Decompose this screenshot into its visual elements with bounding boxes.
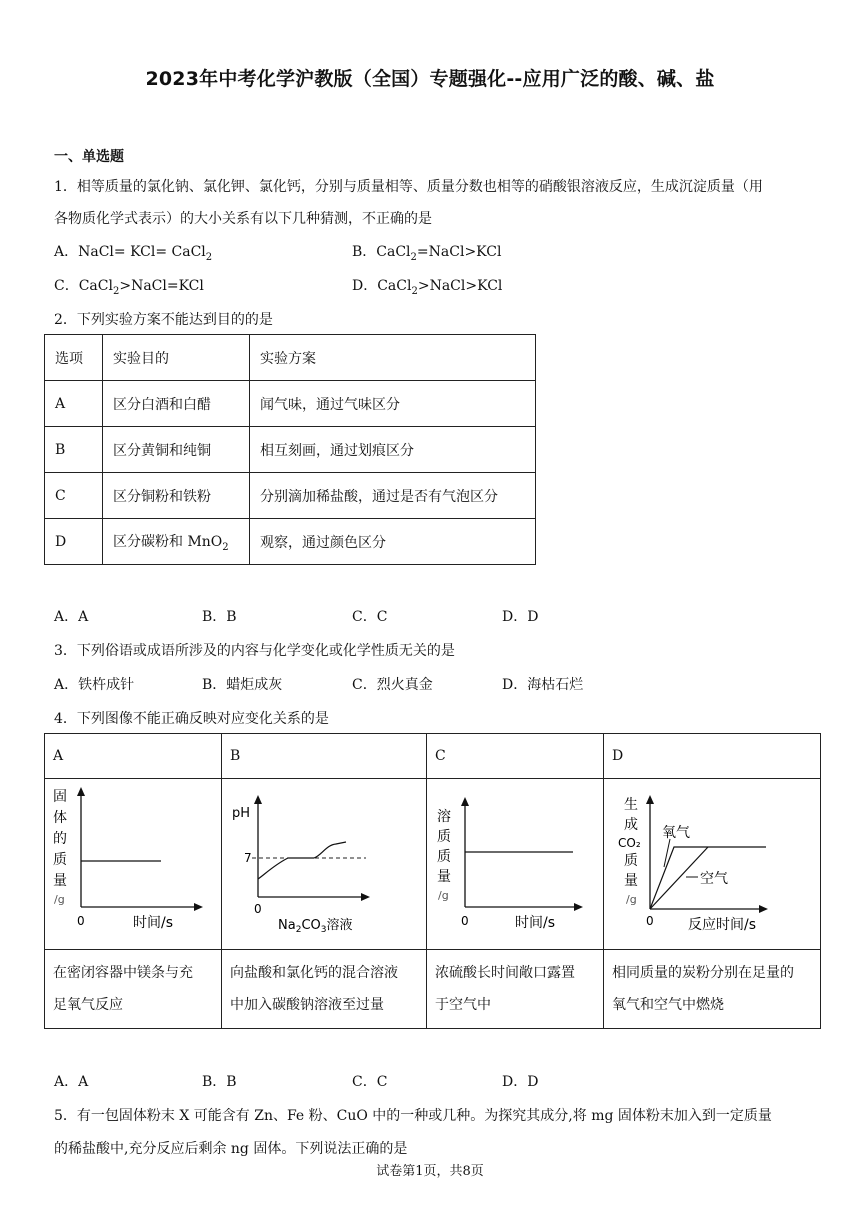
q1-stem-line2: 各物质化学式表示）的大小关系有以下几种猜测，不正确的是	[54, 211, 432, 227]
graph-b-origin: 0	[254, 902, 262, 916]
q4-option-c: C．C	[352, 1074, 388, 1090]
caption-line: 在密闭容器中镁条与充	[53, 965, 193, 981]
graph-a-ylabel-5: 量	[53, 873, 67, 889]
graph-c	[427, 779, 603, 945]
subscript: 2	[205, 251, 213, 263]
table-header-cell: 选项	[45, 335, 103, 381]
table-cell: 区分铜粉和铁粉	[103, 473, 250, 519]
page-footer: 试卷第1页，共8页	[376, 1164, 484, 1179]
graph-b-tick-7: 7	[244, 851, 252, 865]
graph-d-label-air: 空气	[700, 871, 728, 887]
graph-d-ylabel-2: 成	[624, 817, 638, 833]
table-row	[45, 381, 536, 427]
graph-a-origin: 0	[77, 914, 85, 928]
caption-line: 于空气中	[435, 997, 491, 1013]
table-header-cell: B	[222, 734, 427, 779]
graph-d-xlabel: 反应时间/s	[688, 917, 757, 933]
q4-option-a: A．A	[54, 1074, 89, 1090]
graph-cell-a	[45, 779, 222, 950]
arrow-up-icon	[254, 795, 262, 804]
arrow-right-icon	[574, 903, 583, 911]
graph-d-ylabel-1: 生	[624, 797, 638, 813]
arrow-right-icon	[361, 893, 370, 901]
graph-a-ylabel-1: 固	[53, 789, 67, 805]
graph-d-ylabel-5: 量	[624, 873, 638, 889]
q2-option-d: D．D	[502, 609, 539, 625]
graph-b-xlabel: $Na_2CO_3$溶液	[278, 918, 353, 935]
subscript: 2	[410, 251, 417, 263]
q3-option-c: C．烈火真金	[352, 677, 433, 693]
q3-stem: 3．下列俗语或成语所涉及的内容与化学变化或化学性质无关的是	[54, 643, 455, 659]
caption-line: 相同质量的炭粉分别在足量的	[612, 965, 794, 981]
graph-c-ylabel-1: 溶	[437, 809, 451, 825]
table-cell	[103, 519, 250, 565]
table-header-cell: 实验目的	[103, 335, 250, 381]
graph-d-leader-oxygen	[664, 839, 670, 867]
graph-c-ylabel-4: 量	[437, 869, 451, 885]
arrow-up-icon	[646, 795, 654, 804]
graph-d-ylabel-4: 质	[624, 853, 638, 869]
table-header-row	[45, 335, 536, 381]
graph-c-ylabel-2: 质	[437, 829, 451, 845]
table-header-cell: A	[45, 734, 222, 779]
q3-option-b: B．蜡炬成灰	[202, 677, 283, 693]
caption-cell	[427, 950, 604, 1029]
q4-option-d: D．D	[502, 1074, 539, 1090]
table-header-row	[45, 734, 821, 779]
q4-option-b: B．B	[202, 1074, 237, 1090]
table-row	[45, 519, 536, 565]
q1-option-a-text: A．NaCl= KCl= CaCl	[54, 244, 206, 260]
graph-d	[604, 779, 820, 945]
table-header-cell: C	[427, 734, 604, 779]
graph-c-xlabel: 时间/s	[515, 915, 556, 931]
caption-line: 氧气和空气中燃烧	[612, 997, 724, 1013]
q1-stem-line1: 1．相等质量的氯化钠、氯化钾、氯化钙，分别与质量相等、质量分数也相等的硝酸银溶液反应，生成沉淀质量（用	[54, 179, 763, 195]
q4-stem: 4．下列图像不能正确反映对应变化关系的是	[54, 711, 329, 727]
table-header-cell: 实验方案	[250, 335, 536, 381]
arrow-up-icon	[77, 787, 85, 796]
caption-cell	[222, 950, 427, 1029]
graph-b	[222, 779, 426, 945]
q3-option-a: A．铁杵成针	[54, 677, 135, 693]
arrow-up-icon	[461, 797, 469, 806]
q1-option-d-text: D．CaCl	[352, 278, 412, 294]
graph-cell-b	[222, 779, 427, 950]
graph-b-ylabel: pH	[232, 806, 251, 821]
subscript: 2	[112, 285, 120, 297]
q2-option-b: B．B	[202, 609, 237, 625]
q1-option-a	[54, 241, 212, 263]
q1-option-d	[352, 275, 502, 297]
q2-stem: 2．下列实验方案不能达到目的的是	[54, 312, 273, 328]
q5-stem-line1: 5．有一包固体粉末 X 可能含有 Zn、Fe 粉、CuO 中的一种或几种。为探究其成分,将 mg 固体粉末加入到一定质量	[54, 1108, 772, 1124]
q3-option-d: D．海枯石烂	[502, 677, 584, 693]
q1-option-d-rest: >NaCl>KCl	[417, 278, 503, 294]
table-cell: B	[45, 427, 103, 473]
caption-line: 足氧气反应	[53, 997, 123, 1013]
table-row-captions	[45, 950, 821, 1029]
subscript: 2	[411, 285, 418, 297]
graph-b-curve	[258, 842, 346, 879]
graph-a	[45, 779, 221, 945]
table-cell: A	[45, 381, 103, 427]
graph-cell-c	[427, 779, 604, 950]
caption-line: 浓硫酸长时间敞口露置	[435, 965, 575, 981]
table-row-graphs	[45, 779, 821, 950]
q2-option-c: C．C	[352, 609, 388, 625]
q1-option-b-text: B．CaCl	[352, 244, 411, 260]
q4-table	[44, 733, 821, 1029]
caption-cell	[604, 950, 821, 1029]
arrow-right-icon	[194, 903, 203, 911]
table-cell: 观察，通过颜色区分	[250, 519, 536, 565]
graph-c-ylabel-3: 质	[437, 849, 451, 865]
q5-stem-line2: 的稀盐酸中,充分反应后剩余 ng 固体。下列说法正确的是	[54, 1141, 408, 1157]
q1-option-c-rest: >NaCl=KCl	[119, 278, 204, 294]
q1-option-c	[54, 275, 204, 297]
graph-a-ylabel-4: 质	[53, 852, 67, 868]
graph-cell-d	[604, 779, 821, 950]
graph-d-yunit: /g	[626, 893, 637, 906]
subscript: 2	[222, 541, 229, 553]
page-title: 2023年中考化学沪教版（全国）专题强化--应用广泛的酸、碱、盐	[145, 68, 715, 90]
table-cell: 区分黄铜和纯铜	[103, 427, 250, 473]
graph-d-label-oxygen: 氧气	[662, 825, 690, 841]
graph-d-origin: 0	[646, 914, 654, 928]
q2-table	[44, 334, 536, 565]
table-cell-text: 区分碳粉和 MnO	[113, 533, 223, 550]
graph-c-yunit: /g	[438, 889, 449, 902]
table-cell: 相互刻画，通过划痕区分	[250, 427, 536, 473]
table-cell: 区分白酒和白醋	[103, 381, 250, 427]
graph-a-ylabel-3: 的	[53, 831, 67, 847]
q1-option-b	[352, 241, 501, 263]
q1-option-c-text: C．CaCl	[54, 278, 113, 294]
table-cell: C	[45, 473, 103, 519]
table-row	[45, 473, 536, 519]
section-heading: 一、单选题	[54, 149, 124, 165]
caption-line: 中加入碳酸钠溶液至过量	[230, 997, 384, 1013]
table-cell: D	[45, 519, 103, 565]
graph-a-xlabel: 时间/s	[133, 915, 174, 931]
table-row	[45, 427, 536, 473]
q1-option-b-rest: =NaCl>KCl	[416, 244, 502, 260]
graph-c-origin: 0	[461, 914, 469, 928]
arrow-right-icon	[759, 905, 768, 913]
graph-a-yunit: /g	[54, 893, 65, 906]
table-header-cell: D	[604, 734, 821, 779]
table-cell: 分别滴加稀盐酸，通过是否有气泡区分	[250, 473, 536, 519]
graph-a-ylabel-2: 体	[53, 810, 67, 826]
q2-option-a: A．A	[54, 609, 89, 625]
caption-cell	[45, 950, 222, 1029]
table-cell: 闻气味，通过气味区分	[250, 381, 536, 427]
graph-d-ylabel-3: CO₂	[618, 836, 641, 850]
caption-line: 向盐酸和氯化钙的混合溶液	[230, 965, 398, 981]
